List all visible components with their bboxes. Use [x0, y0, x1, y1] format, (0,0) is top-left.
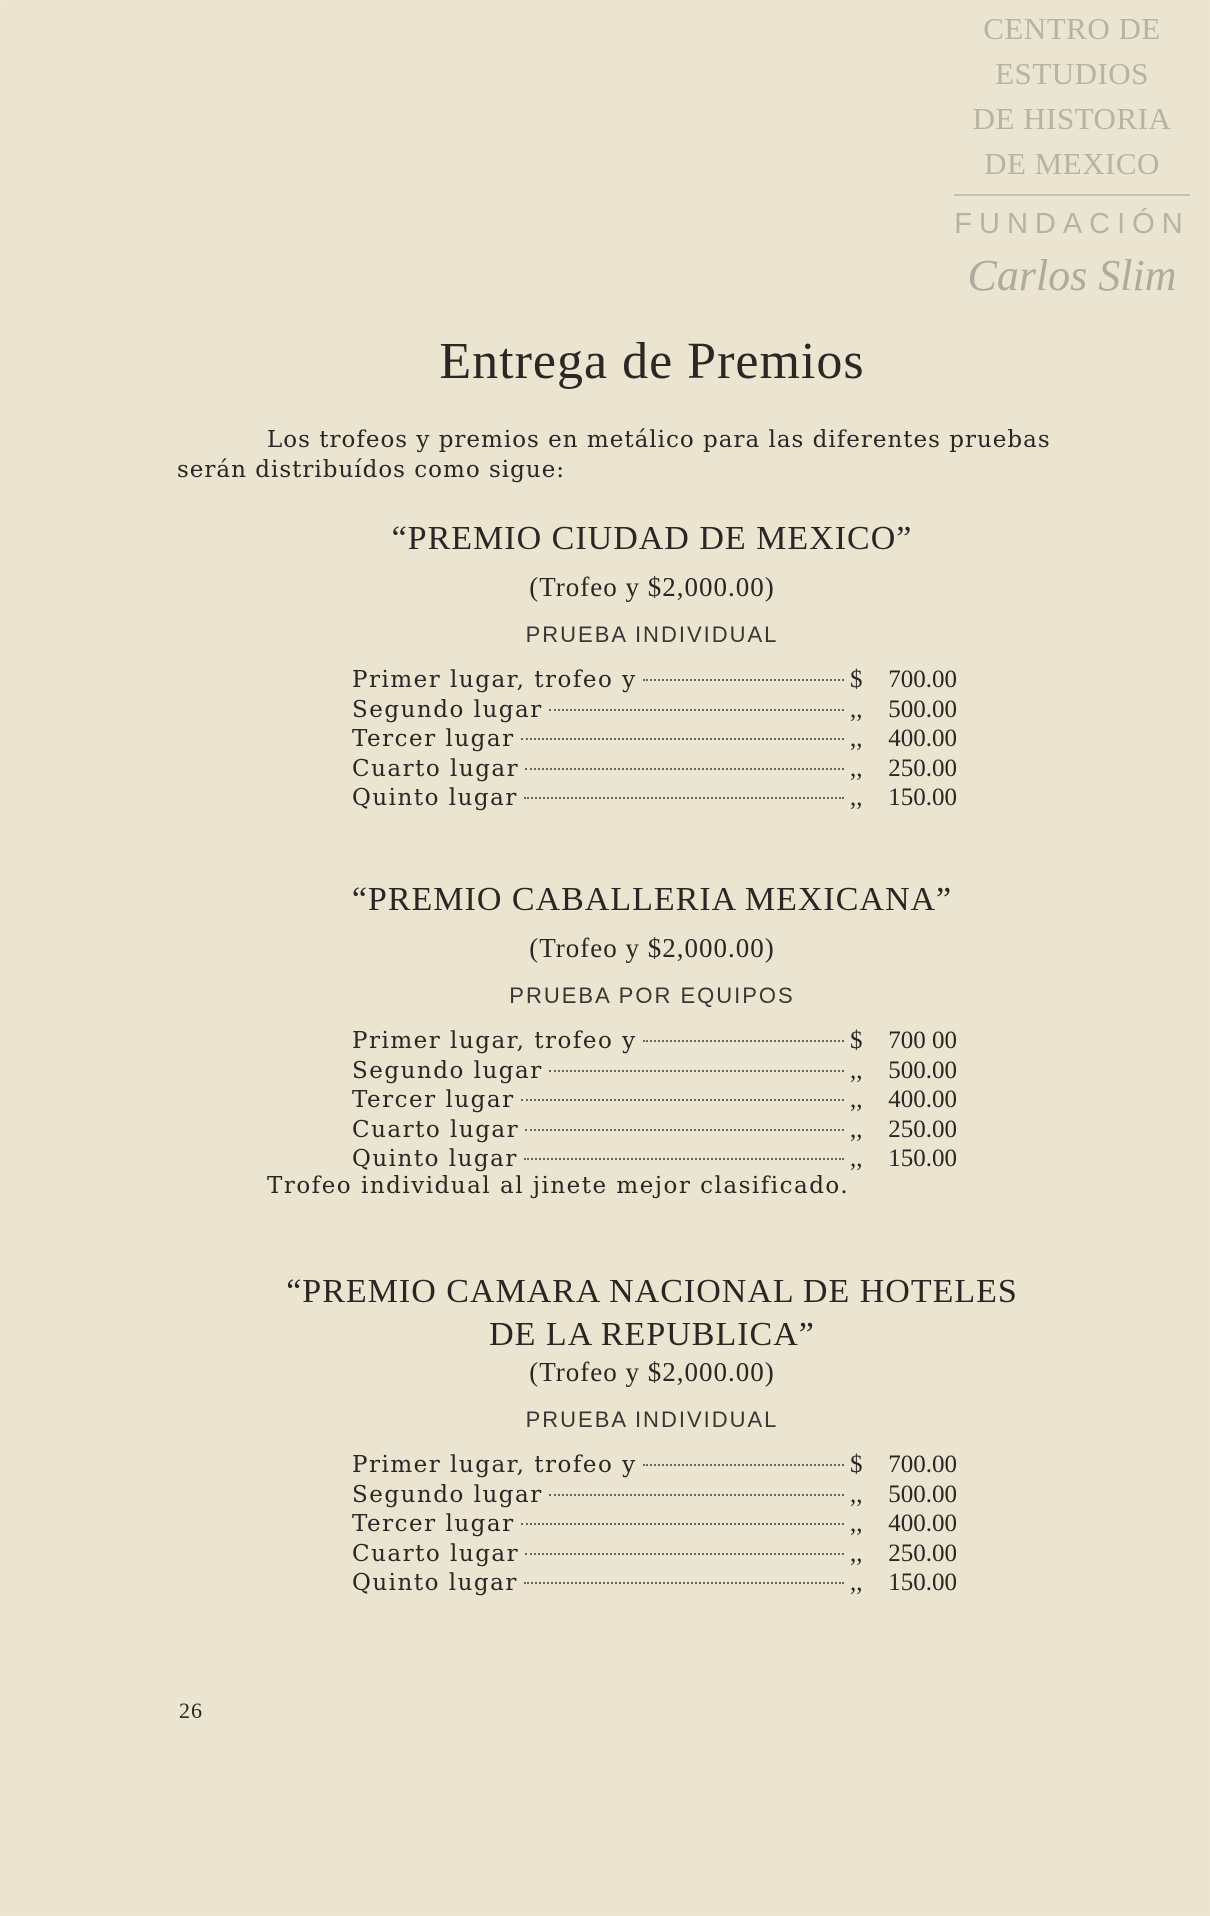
- prize-currency: ,,: [850, 725, 863, 752]
- prize-table: [352, 666, 957, 814]
- prize-row: [352, 1086, 957, 1116]
- prize-amount: 700.00: [888, 666, 957, 693]
- prize-label: Primer lugar, trofeo y: [352, 1452, 637, 1478]
- dot-leader: [524, 1582, 844, 1584]
- section-heading: [2, 878, 1210, 921]
- section-heading-line: “PREMIO CIUDAD DE MEXICO”: [391, 520, 913, 557]
- dot-leader: [521, 1099, 844, 1101]
- prize-amount: 150.00: [888, 1569, 957, 1596]
- prize-row: [352, 1569, 957, 1599]
- dot-leader: [521, 1523, 844, 1525]
- watermark-line: DE HISTORIA: [972, 101, 1172, 136]
- prize-label: Tercer lugar: [352, 1511, 515, 1537]
- prize-currency: ,,: [850, 1569, 863, 1596]
- dot-leader: [525, 768, 844, 770]
- prize-label: Tercer lugar: [352, 726, 515, 752]
- watermark-divider: [954, 194, 1190, 196]
- watermark-line: DE MEXICO: [984, 146, 1160, 181]
- watermark-signature: Carlos Slim: [967, 251, 1177, 300]
- prize-label: Cuarto lugar: [352, 755, 520, 782]
- section-kind: PRUEBA POR EQUIPOS: [509, 983, 795, 1008]
- section-subtitle: (Trofeo y $2,000.00): [529, 1357, 775, 1387]
- prize-table: [352, 1451, 957, 1599]
- prize-label: Quinto lugar: [352, 1146, 518, 1172]
- prize-row: [352, 1145, 957, 1175]
- prize-amount: 400.00: [888, 1086, 957, 1113]
- prize-label: Quinto lugar: [352, 785, 518, 811]
- prize-currency: ,,: [850, 1056, 863, 1084]
- section-note: Trofeo individual al jinete mejor clasificado.: [267, 1173, 850, 1199]
- dot-leader: [549, 1494, 844, 1496]
- watermark: [954, 6, 1190, 306]
- dot-leader: [643, 679, 844, 681]
- prize-currency: ,,: [850, 1480, 863, 1508]
- dot-leader: [549, 709, 844, 711]
- prize-amount: 400.00: [888, 1510, 957, 1537]
- prize-row: [352, 696, 957, 726]
- prize-row: [352, 784, 957, 814]
- prize-row: [352, 1027, 957, 1057]
- section-heading: [2, 517, 1210, 560]
- prize-amount: 250.00: [888, 1115, 957, 1143]
- prize-row: [352, 1451, 957, 1481]
- prize-currency: ,,: [850, 1145, 863, 1172]
- dot-leader: [525, 1553, 844, 1555]
- prize-amount: 500.00: [888, 695, 957, 723]
- dot-leader: [643, 1464, 844, 1466]
- prize-currency: ,,: [850, 1086, 863, 1113]
- prize-currency: $: [850, 1027, 863, 1054]
- prize-row: [352, 666, 957, 696]
- prize-amount: 700.00: [888, 1451, 957, 1478]
- prize-row: [352, 1481, 957, 1511]
- intro-paragraph: [177, 425, 1137, 485]
- prize-currency: ,,: [850, 1510, 863, 1537]
- section-subtitle: (Trofeo y $2,000.00): [529, 572, 775, 602]
- prize-label: Segundo lugar: [352, 696, 543, 723]
- prize-label: Quinto lugar: [352, 1570, 518, 1596]
- prize-currency: ,,: [850, 1539, 863, 1567]
- prize-amount: 150.00: [888, 784, 957, 811]
- prize-amount: 500.00: [888, 1480, 957, 1508]
- prize-label: Primer lugar, trofeo y: [352, 667, 637, 693]
- section-kind: PRUEBA INDIVIDUAL: [525, 622, 779, 647]
- prize-row: [352, 725, 957, 755]
- prize-amount: 150.00: [888, 1145, 957, 1172]
- section-kind: PRUEBA INDIVIDUAL: [525, 1407, 779, 1432]
- prize-label: Segundo lugar: [352, 1057, 543, 1084]
- dot-leader: [524, 1158, 844, 1160]
- prize-currency: ,,: [850, 695, 863, 723]
- prize-table: [352, 1027, 957, 1175]
- section-heading-line: DE LA REPUBLICA”: [489, 1316, 815, 1353]
- prize-label: Cuarto lugar: [352, 1116, 520, 1143]
- section-subtitle: (Trofeo y $2,000.00): [529, 933, 775, 963]
- prize-label: Cuarto lugar: [352, 1540, 520, 1567]
- prize-amount: 500.00: [888, 1056, 957, 1084]
- dot-leader: [525, 1129, 844, 1131]
- prize-row: [352, 755, 957, 785]
- section-heading-line: “PREMIO CAMARA NACIONAL DE HOTELES: [286, 1273, 1018, 1310]
- page-number: 26: [179, 1698, 203, 1723]
- intro-line: serán distribuídos como sigue:: [177, 457, 566, 483]
- page-title: Entrega de Premios: [439, 333, 865, 390]
- prize-currency: ,,: [850, 754, 863, 782]
- intro-line: Los trofeos y premios en metálico para las diferentes pruebas: [267, 427, 1051, 453]
- prize-label: Primer lugar, trofeo y: [352, 1028, 637, 1054]
- prize-amount: 400.00: [888, 725, 957, 752]
- watermark-foundation: FUNDACIÓN: [954, 208, 1190, 240]
- watermark-line: CENTRO DE: [983, 11, 1161, 46]
- prize-currency: $: [850, 1451, 863, 1478]
- prize-row: [352, 1510, 957, 1540]
- prize-row: [352, 1540, 957, 1570]
- dot-leader: [524, 797, 844, 799]
- prize-label: Segundo lugar: [352, 1481, 543, 1508]
- prize-currency: ,,: [850, 1115, 863, 1143]
- dot-leader: [549, 1070, 844, 1072]
- prize-amount: 250.00: [888, 754, 957, 782]
- dot-leader: [521, 738, 844, 740]
- prize-row: [352, 1057, 957, 1087]
- prize-currency: ,,: [850, 784, 863, 811]
- prize-amount: 250.00: [888, 1539, 957, 1567]
- prize-label: Tercer lugar: [352, 1087, 515, 1113]
- prize-row: [352, 1116, 957, 1146]
- dot-leader: [643, 1040, 844, 1042]
- section-heading: [2, 1270, 1210, 1356]
- prize-currency: $: [850, 666, 863, 693]
- prize-amount: 700 00: [888, 1027, 957, 1054]
- watermark-line: ESTUDIOS: [995, 56, 1149, 91]
- section-heading-line: “PREMIO CABALLERIA MEXICANA”: [351, 881, 953, 918]
- page-paper: [2, 2, 1208, 1914]
